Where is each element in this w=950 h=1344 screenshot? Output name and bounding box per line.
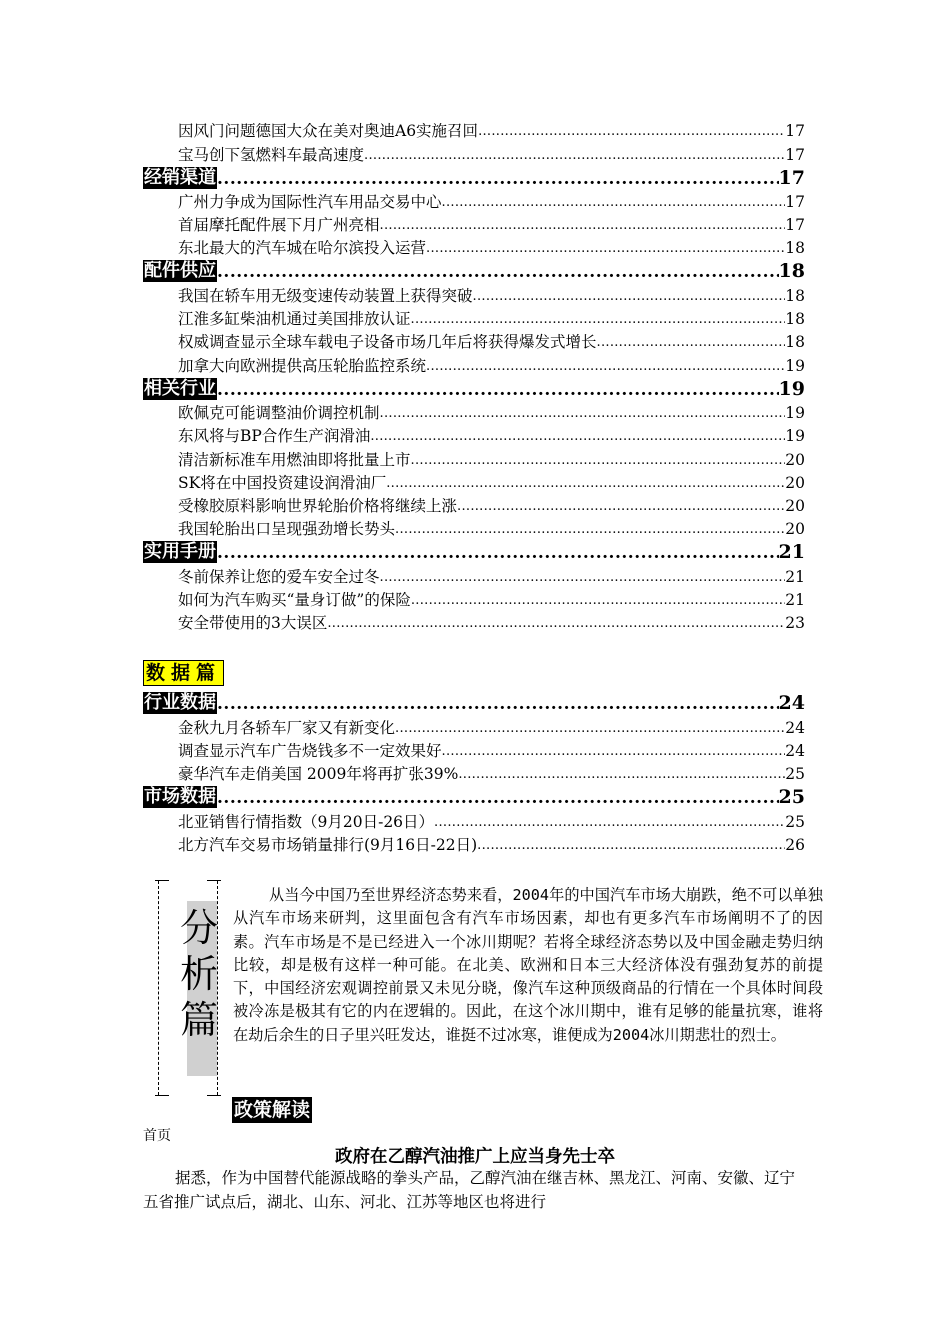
toc-leader-dots <box>426 358 785 376</box>
toc-leader-dots <box>442 743 786 761</box>
toc-page-number: 17 <box>785 122 805 141</box>
toc-leader-dots <box>370 428 785 446</box>
toc-section-row[interactable] <box>143 258 805 282</box>
toc-leader-dots <box>380 217 786 235</box>
toc-page-number: 24 <box>785 718 805 737</box>
toc-leader-dots <box>364 147 785 165</box>
toc-entry-row[interactable] <box>143 808 805 831</box>
toc-entry-title: 如何为汽车购买“量身订做”的保险 <box>178 591 411 610</box>
toc-page-number: 18 <box>785 310 805 329</box>
toc-leader-dots <box>395 720 785 738</box>
toc-entry-row[interactable] <box>143 587 805 610</box>
toc-page-number: 25 <box>778 786 805 809</box>
toc-entry-row[interactable] <box>143 516 805 539</box>
toc-entry-row[interactable] <box>143 832 805 855</box>
toc-section-row[interactable] <box>143 539 805 563</box>
toc-leader-dots <box>217 169 779 189</box>
toc-entry-row[interactable] <box>143 141 805 164</box>
toc-page-number: 25 <box>785 765 805 784</box>
toc-page-number: 23 <box>785 614 805 633</box>
toc-section-title: 实用手册 <box>144 541 216 563</box>
toc-section-title: 经销渠道 <box>144 166 216 188</box>
toc-leader-dots <box>473 288 786 306</box>
toc-section-row[interactable] <box>143 376 805 400</box>
toc-section-title: 行业数据 <box>144 692 216 714</box>
toc-page-number: 18 <box>778 260 805 283</box>
toc-section-row[interactable] <box>143 784 805 808</box>
toc-page-number: 17 <box>778 166 805 189</box>
toc-leader-dots <box>380 405 786 423</box>
toc-leader-dots <box>380 569 786 587</box>
toc-entry-title: 豪华汽车走俏美国 2009年将再扩张39% <box>178 765 459 784</box>
home-link[interactable]: 首页 <box>143 1128 171 1144</box>
toc-page-number: 20 <box>785 473 805 492</box>
toc-page-number: 17 <box>785 216 805 235</box>
toc-page-number: 24 <box>785 741 805 760</box>
toc-leader-dots <box>457 498 785 516</box>
toc-entry-title: 清洁新标准车用燃油即将批量上市 <box>178 450 411 469</box>
toc-entry-row[interactable] <box>143 738 805 761</box>
toc-page-number: 20 <box>785 450 805 469</box>
toc-page-number: 21 <box>785 567 805 586</box>
toc-section-row[interactable] <box>143 690 805 714</box>
toc-page-number: 19 <box>785 403 805 422</box>
toc-entry-row[interactable] <box>143 470 805 493</box>
toc-leader-dots <box>217 262 779 282</box>
toc-leader-dots <box>597 334 786 352</box>
toc-leader-dots <box>442 194 786 212</box>
toc-entry-row[interactable] <box>143 235 805 258</box>
toc-page-number: 18 <box>785 333 805 352</box>
toc-entry-title: SK将在中国投资建设润滑油厂 <box>178 473 387 492</box>
toc-leader-dots <box>217 543 779 563</box>
toc-leader-dots <box>395 521 785 539</box>
toc-leader-dots <box>217 380 779 400</box>
toc-entry-title: 调查显示汽车广告烧钱多不一定效果好 <box>178 741 442 760</box>
analysis-intro-paragraph: 从当今中国乃至世界经济态势来看，2004年的中国汽车市场大崩跌，绝不可以单独从汽车市场来研判，这里面包含有汽车市场因素，却也有更多汽车市场阐明不了的因素。汽车市场是不是已经进入一个冰川期呢？若将全球经济态势以及中国金融走势归纳比较，却是极有这样一种可能。在北美、欧洲和日本三大经济体没有强劲复苏的前提下，中国经济宏观调控前景又未见分晓，像汽车这种顶级商品的行情在一个具体时间段被冷冻是极其有它的内在逻辑的。因此，在这个冰川期中，谁有足够的能量抗寒，谁将在劫后余生的日子里兴旺发达，谁挺不过冰寒，谁便成为2004冰川期悲壮的烈士。 <box>233 886 823 1044</box>
table-of-contents <box>143 118 805 855</box>
toc-entry-title: 因风门问题德国大众在美对奥迪A6实施召回 <box>178 122 479 141</box>
toc-page-number: 24 <box>778 692 805 715</box>
toc-entry-title: 北方汽车交易市场销量排行(9月16日-22日) <box>178 835 478 854</box>
toc-gap <box>143 633 805 655</box>
toc-entry-title: 宝马创下氢燃料车最高速度 <box>178 145 365 164</box>
toc-page-number: 19 <box>785 427 805 446</box>
toc-page-number: 20 <box>785 497 805 516</box>
toc-entry-row[interactable] <box>143 212 805 235</box>
toc-page-number: 25 <box>785 812 805 831</box>
toc-page-number: 17 <box>785 192 805 211</box>
article-headline: 政府在乙醇汽油推广上应当身先士卒 <box>335 1147 615 1167</box>
analysis-part-label-box <box>158 881 218 1095</box>
toc-entry-title: 我国轮胎出口呈现强劲增长势头 <box>178 520 396 539</box>
toc-entry-row[interactable] <box>143 352 805 375</box>
toc-entry-title: 欧佩克可能调整油价调控机制 <box>178 403 380 422</box>
toc-leader-dots <box>217 788 779 808</box>
toc-entry-row[interactable] <box>143 761 805 784</box>
toc-page-number: 26 <box>785 835 805 854</box>
toc-entry-row[interactable] <box>143 189 805 212</box>
toc-leader-dots <box>411 592 785 610</box>
toc-leader-dots <box>477 837 785 855</box>
toc-entry-row[interactable] <box>143 306 805 329</box>
toc-section-title: 配件供应 <box>144 260 216 282</box>
toc-entry-row[interactable] <box>143 563 805 586</box>
toc-section-row[interactable] <box>143 165 805 189</box>
toc-entry-title: 权威调查显示全球车载电子设备市场几年后将获得爆发式增长 <box>178 333 597 352</box>
toc-leader-dots <box>458 766 785 784</box>
toc-entry-title: 东北最大的汽车城在哈尔滨投入运营 <box>178 239 427 258</box>
toc-entry-title: 冬前保养让您的爱车安全过冬 <box>178 567 380 586</box>
toc-leader-dots <box>478 123 785 141</box>
toc-leader-dots <box>426 240 785 258</box>
toc-entry-row[interactable] <box>143 118 805 141</box>
toc-entry-title: 加拿大向欧洲提供高压轮胎监控系统 <box>178 356 427 375</box>
toc-entry-title: 首届摩托配件展下月广州亮相 <box>178 216 380 235</box>
toc-leader-dots <box>411 452 786 470</box>
toc-entry-row[interactable] <box>143 329 805 352</box>
toc-entry-row[interactable] <box>143 282 805 305</box>
toc-page-number: 18 <box>785 286 805 305</box>
toc-entry-title: 金秋九月各轿车厂家又有新变化 <box>178 718 396 737</box>
toc-page-number: 19 <box>778 377 805 400</box>
article-body: 据悉，作为中国替代能源战略的拳头产品，乙醇汽油在继吉林、黑龙江、河南、安徽、辽宁五省推广试点后，湖北、山东、河北、江苏等地区也将进行 <box>143 1169 796 1211</box>
toc-entry-title: 东风将与BP合作生产润滑油 <box>178 427 371 446</box>
toc-leader-dots <box>217 694 779 714</box>
toc-entry-title: 受橡胶原料影响世界轮胎价格将继续上涨 <box>178 497 458 516</box>
toc-page-number: 18 <box>785 239 805 258</box>
toc-entry-row[interactable] <box>143 446 805 469</box>
toc-leader-dots <box>411 311 786 329</box>
toc-section-title: 市场数据 <box>144 786 216 808</box>
toc-entry-title: 安全带使用的3大误区 <box>178 614 328 633</box>
toc-entry-title: 江淮多缸柴油机通过美国排放认证 <box>178 310 411 329</box>
toc-leader-dots <box>327 615 785 633</box>
toc-page-number: 21 <box>778 541 805 564</box>
toc-leader-dots <box>434 814 785 832</box>
toc-page-number: 19 <box>785 356 805 375</box>
part-heading-data: 数据篇 <box>143 660 224 686</box>
toc-entry-row[interactable] <box>143 610 805 633</box>
toc-entry-row[interactable] <box>143 423 805 446</box>
toc-page-number: 17 <box>785 145 805 164</box>
toc-page-number: 21 <box>785 591 805 610</box>
toc-entry-row[interactable] <box>143 714 805 737</box>
analysis-part-title: 分析篇 <box>179 906 218 1042</box>
toc-leader-dots <box>386 475 785 493</box>
toc-page-number: 20 <box>785 520 805 539</box>
toc-entry-row[interactable] <box>143 400 805 423</box>
toc-entry-row[interactable] <box>143 493 805 516</box>
toc-section-title: 相关行业 <box>144 377 216 399</box>
toc-entry-title: 北亚销售行情指数（9月20日-26日） <box>178 812 435 831</box>
policy-section-header: 政策解读 <box>234 1099 311 1121</box>
toc-entry-title: 广州力争成为国际性汽车用品交易中心 <box>178 192 442 211</box>
toc-entry-title: 我国在轿车用无级变速传动装置上获得突破 <box>178 286 473 305</box>
